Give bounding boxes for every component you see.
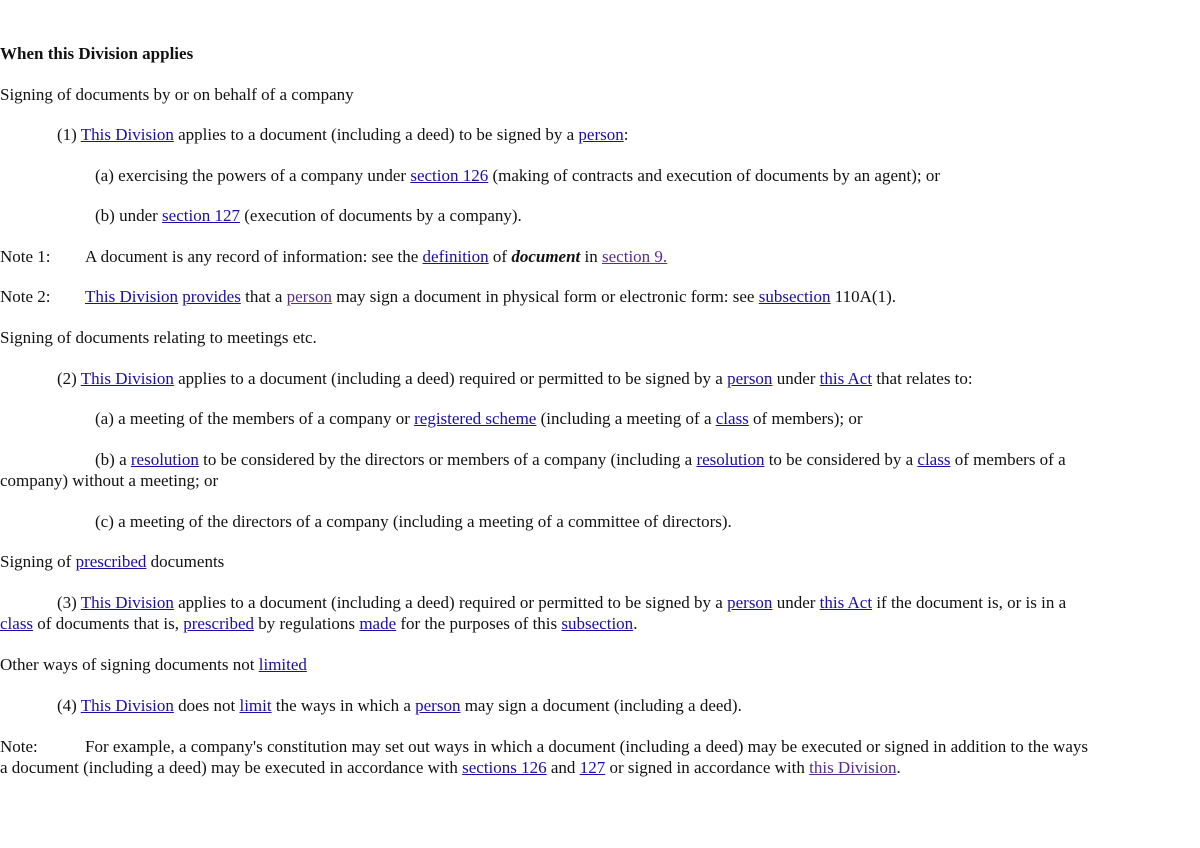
link-sections-126[interactable]: sections 126 [462, 758, 547, 777]
paragraph-label: (c) [95, 512, 114, 531]
subsection-number: (1) [57, 125, 77, 144]
link-class[interactable]: class [715, 409, 749, 428]
link-this-act[interactable]: this Act [819, 593, 873, 612]
paragraph-1b: (b) under section 127 (execution of documents by a company). [95, 206, 522, 225]
note-1-text: A document is any record of information: see the definition of document in section 9. [85, 247, 668, 266]
paragraph-2c: (c) a meeting of the directors of a company (including a meeting of a committee of directors). [95, 512, 732, 531]
note-text-continued: a document (including a deed) may be executed in accordance with sections 126 and 127 or signed in accordance with this Division. [0, 758, 901, 777]
note-1-label: Note 1: [0, 247, 51, 266]
link-prescribed[interactable]: prescribed [75, 552, 147, 571]
link-resolution[interactable]: resolution [696, 450, 765, 469]
link-made[interactable]: made [359, 614, 397, 633]
note-2-text: This Division provides that a person may sign a document in physical form or electronic form: see subsection 110A(1). [85, 287, 896, 306]
link-subsection[interactable]: subsection [561, 614, 634, 633]
subsection-2: (2) This Division applies to a document (including a deed) required or permitted to be signed by a person under this Act that relates to: [57, 369, 973, 388]
link-person[interactable]: person [415, 696, 461, 715]
link-this-division[interactable]: This Division [80, 125, 174, 144]
link-person[interactable]: person [727, 593, 773, 612]
link-this-act[interactable]: this Act [819, 369, 873, 388]
paragraph-2a: (a) a meeting of the members of a company or registered scheme (including a meeting of a class of members); or [95, 409, 863, 428]
paragraph-label: (b) [95, 450, 115, 469]
link-definition[interactable]: definition [422, 247, 489, 266]
subsection-3-continued: class of documents that is, prescribed by regulations made for the purposes of this subsection. [0, 614, 638, 633]
paragraph-label: (b) [95, 206, 115, 225]
link-this-division[interactable]: This Division [80, 696, 174, 715]
link-person[interactable]: person [286, 287, 332, 306]
link-class[interactable]: class [0, 614, 34, 633]
subsection-1: (1) This Division applies to a document (including a deed) to be signed by a person: [57, 125, 629, 144]
subheading-prescribed: Signing of prescribed documents [0, 552, 225, 571]
link-limited[interactable]: limited [258, 655, 307, 674]
paragraph-1a: (a) exercising the powers of a company under section 126 (making of contracts and execution of documents by an agent); or [95, 166, 941, 185]
link-provides[interactable]: provides [182, 287, 241, 306]
subheading-meetings: Signing of documents relating to meetings etc. [0, 328, 317, 347]
paragraph-2b-continued: company) without a meeting; or [0, 471, 219, 490]
link-this-division[interactable]: this Division [809, 758, 897, 777]
section-heading: When this Division applies [0, 44, 194, 63]
subsection-number: (3) [57, 593, 77, 612]
subheading-signing-on-behalf: Signing of documents by or on behalf of a company [0, 85, 354, 104]
subsection-number: (2) [57, 369, 77, 388]
link-this-division[interactable]: This Division [85, 287, 179, 306]
defined-term: document [511, 247, 581, 266]
link-prescribed[interactable]: prescribed [183, 614, 255, 633]
link-this-division[interactable]: This Division [80, 593, 174, 612]
link-section-126[interactable]: section 126 [410, 166, 489, 185]
link-class[interactable]: class [917, 450, 951, 469]
link-person[interactable]: person [578, 125, 624, 144]
paragraph-2b: (b) a resolution to be considered by the directors or members of a company (including a resolution to be considered by a class of members of a [95, 450, 1066, 469]
link-section-127[interactable]: section 127 [162, 206, 240, 225]
link-section-9[interactable]: section 9. [602, 247, 668, 266]
link-person[interactable]: person [727, 369, 773, 388]
subsection-4: (4) This Division does not limit the ways in which a person may sign a document (including a deed). [57, 696, 742, 715]
note-label: Note: [0, 737, 38, 756]
subsection-3: (3) This Division applies to a document (including a deed) required or permitted to be signed by a person under this Act if the document is, or is in a [57, 593, 1067, 612]
link-this-division[interactable]: This Division [80, 369, 174, 388]
link-limit[interactable]: limit [239, 696, 272, 715]
note-2-label: Note 2: [0, 287, 51, 306]
note-text: For example, a company's constitution may set out ways in which a document (including a deed) may be executed or signed in addition to the ways [85, 737, 1088, 756]
link-registered-scheme[interactable]: registered scheme [414, 409, 537, 428]
link-section-127[interactable]: 127 [579, 758, 606, 777]
subsection-number: (4) [57, 696, 77, 715]
paragraph-label: (a) [95, 409, 114, 428]
subheading-other-ways: Other ways of signing documents not limited [0, 655, 307, 674]
link-resolution[interactable]: resolution [130, 450, 199, 469]
link-subsection[interactable]: subsection [758, 287, 831, 306]
paragraph-label: (a) [95, 166, 114, 185]
